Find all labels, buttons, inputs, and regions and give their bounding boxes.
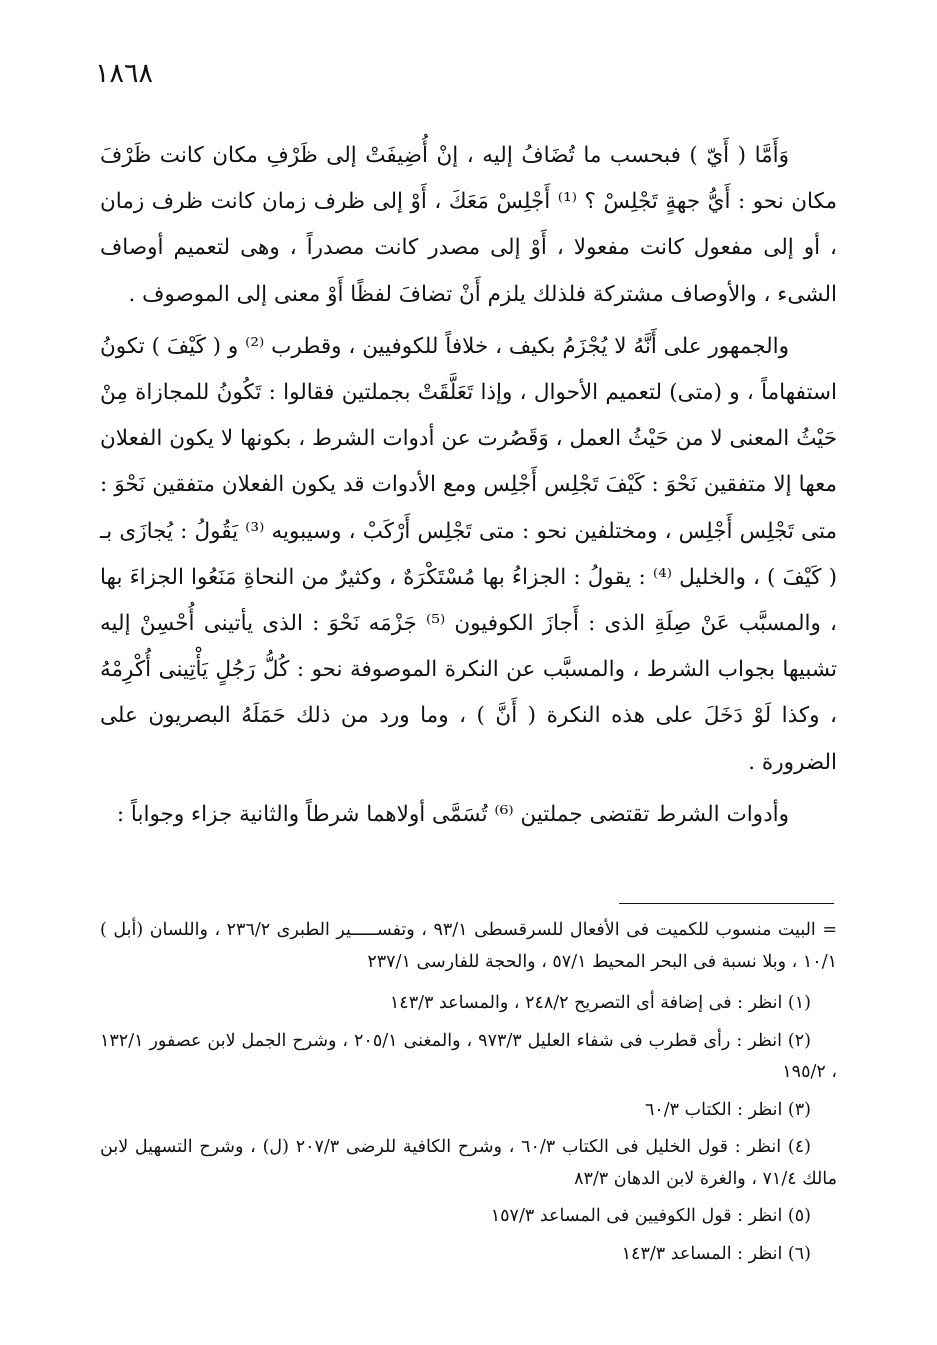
paragraph: والجمهور على أَنَّهُ لا يُجْزَمُ بكيف ، خلافاً للكوفيين ، وقطرب ⁽²⁾ و ( كَيْفَ ) تكونُ استفهاماً ، و (متى) لتعميم الأحوال ، وإذا تَعَلَّقَتْ بجملتين فقالوا : تَكُونُ للمجازاة مِنْ حَيْثُ المعنى لا من حَيْثُ العمل ، وَقَصُرت عن أدوات الشرط ، بكونها لا يكون الفعلان معها إلا متفقين نَحْوَ : كَيْفَ تَجْلِس أَجْلِس ومع الأدوات قد يكون الفعلان متفقين نَحْوَ : متى تَجْلِس أَجْلِس ، ومختلفين نحو : متى تَجْلِس أَرْكَبْ ، وسيبويه ⁽³⁾ يَقُولُ : يُجازَى بـ ( كَيْفَ ) ، والخليل ⁽⁴⁾ : يقولُ : الجزاءُ بها مُسْتَكْرَهٌ ، وكثيرٌ من النحاةِ مَنَعُوا الجزاءَ بها ، والمسبَّب عَنْ صِلَةِ الذى : أَجازَ الكوفيون ⁽⁵⁾ جَزْمَه نَحْوَ : الذى يأتينى أُحْسِنْ إليه تشبيها بجواب الشرط ، والمسبَّب عن النكرة الموصوفة نحو : كُلُّ رَجُلٍ يَأْتِينى أُكْرِمْهُ ، وكذا لَوْ دَخَلَ على هذه النكرة ( أَنَّ ) ، وما ورد من ذلك حَمَلَهُ البصريون على الضرورة .	[100, 333, 837, 775]
paragraph: وأدوات الشرط تقتضى جملتين ⁽⁶⁾ تُسَمَّى أولاهما شرطاً والثانية جزاء وجواباً :	[116, 801, 789, 827]
footnote: (٢) انظر : رأى قطرب فى شفاء العليل ٩٧٣/٣ ، والمغنى ٢٠٥/١ ، وشرح الجمل لابن عصفور ١٣٢/١ ، ١٩٥/٢	[100, 1030, 837, 1082]
main-text	[100, 133, 837, 838]
footnotes	[100, 915, 837, 1276]
footnote-divider	[619, 903, 834, 904]
footnote: (٥) انظر : قول الكوفيين فى المساعد ١٥٧/٣	[490, 1206, 811, 1226]
footnote: (٦) انظر : المساعد ١٤٣/٣	[621, 1243, 811, 1264]
page-number: ١٨٦٨	[95, 58, 154, 89]
footnote: (١) انظر : فى إضافة أى التصريح ٢٤٨/٢ ، والمساعد ١٤٣/٣	[389, 993, 811, 1013]
paragraph: وَأَمَّا ( أَيّ ) فبحسب ما تُضَافُ إليه ، إنْ أُضِيفَتْ إلى ظَرْفِ مكان كانت ظَرْفَ مكان نحو : أَيُّ جهةٍ تَجْلِسْ ؟ ⁽¹⁾ أَجْلِسْ مَعَكَ ، أَوْ إلى ظرف زمان كانت ظرف زمان ، أو إلى مفعول كانت مفعولا ، أَوْ إلى مصدر كانت مصدراً ، وهى لتعميم أوصاف الشىء ، والأوصاف مشتركة فلذلك يلزم أَنْ تضافَ لفظًا أَوْ معنى إلى الموصوف .	[100, 143, 837, 307]
footnote: (٣) انظر : الكتاب ٦٠/٣	[644, 1099, 811, 1120]
footnote-continuation: = البيت منسوب للكميت فى الأفعال للسرقسطى ٩٣/١ ، وتفســـــير الطبرى ٢٣٦/٢ ، واللسان (أبل ) ١٠/١ ، وبلا نسبة فى البحر المحيط ٥٧/١ ، والحجة للفارسى ٢٣٧/١	[100, 920, 837, 972]
footnote: (٤) انظر : قول الخليل فى الكتاب ٦٠/٣ ، وشرح الكافية للرضى ٢٠٧/٣ (ل) ، وشرح التسهيل لابن مالك ٧١/٤ ، والغرة لابن الدهان ٨٣/٣	[100, 1137, 837, 1189]
